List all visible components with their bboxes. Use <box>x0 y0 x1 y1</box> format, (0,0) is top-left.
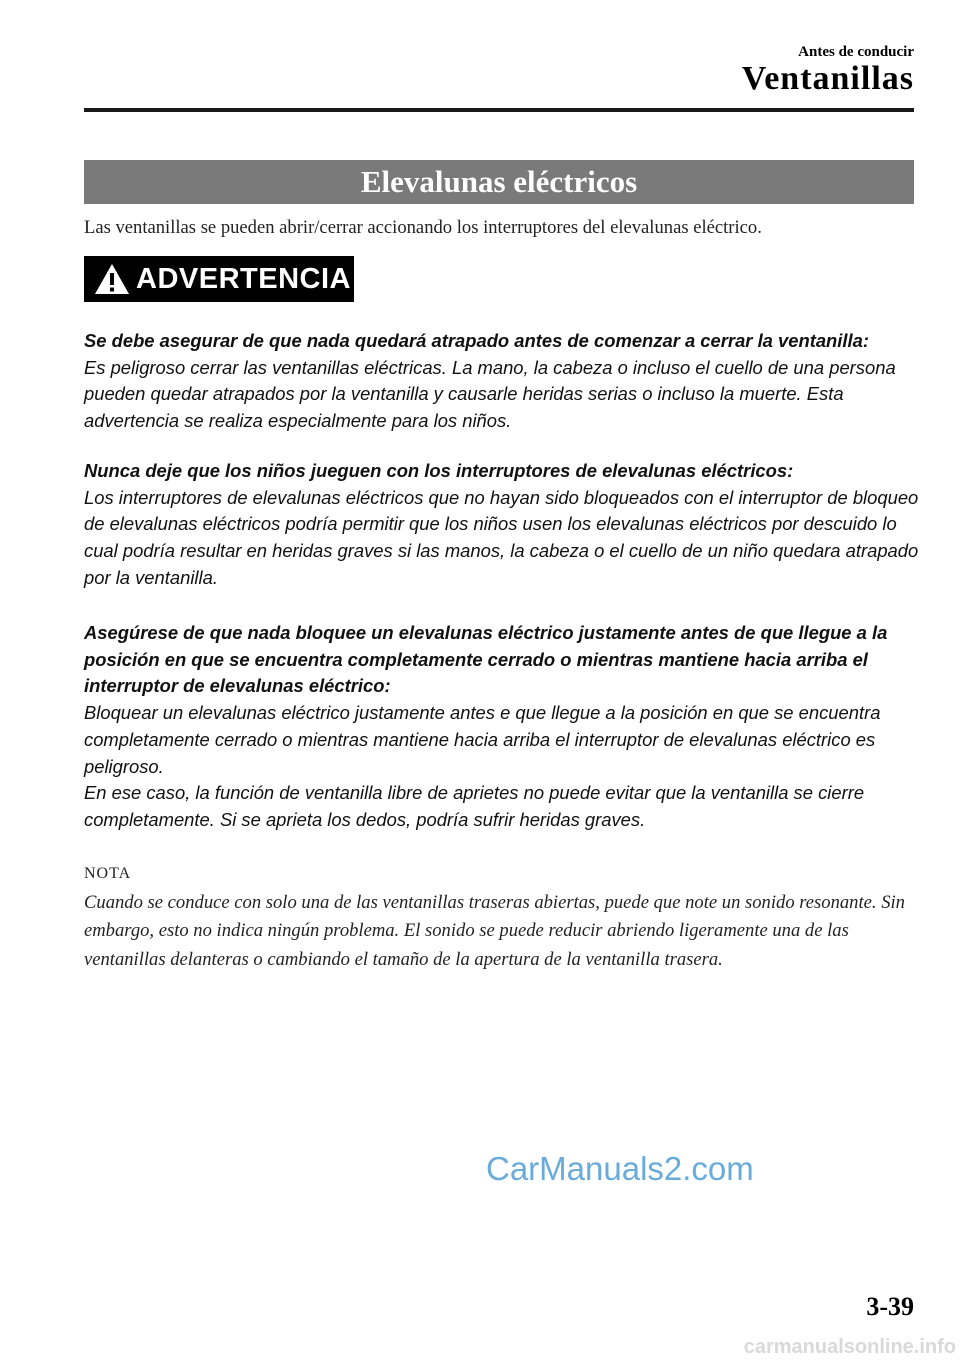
page-number: 3-39 <box>866 1292 914 1321</box>
warning-item-body: Bloquear un elevalunas eléctrico justamente antes e que llegue a la posición en que se encuentra completamente cerrado o mientras mantiene hacia arriba el interruptor de elevalunas eléctrico es peligroso. <box>84 702 881 777</box>
note-title: NOTA <box>84 865 132 882</box>
warning-item-3 <box>84 620 920 834</box>
note-block <box>84 860 920 974</box>
warning-label: ADVERTENCIA <box>136 262 351 295</box>
warning-item-body: Es peligroso cerrar las ventanillas eléctricas. La mano, la cabeza o incluso el cuello de una persona pueden quedar atrapados por la ventanilla y causarle heridas serias o incluso la muerte. Esta advertencia se realiza especialmente para los niños. <box>84 356 896 432</box>
footer-site: carmanualsonline.info <box>743 1336 956 1358</box>
watermark: CarManuals2.com <box>486 1150 754 1187</box>
warning-item-heading: Asegúrese de que nada bloquee un elevalunas eléctrico justamente antes de que llegue a la posición en que se encuentra completamente cerrado o mientras mantiene hacia arriba el interruptor de elevalunas eléctrico: <box>84 622 888 697</box>
section-title: Elevalunas eléctricos <box>84 160 914 204</box>
warning-item-body: Los interruptores de elevalunas eléctricos que no hayan sido bloqueados con el interruptor de bloqueo de elevalunas eléctricos podría permitir que los niños usen los elevalunas eléctricos por descuido lo cual podría resultar en heridas graves si las manos, la cabeza o el cuello de un niño quedara atrapado por la ventanilla. <box>84 486 919 588</box>
intro-text: Las ventanillas se pueden abrir/cerrar accionando los interruptores del elevalunas eléctrico. <box>84 217 762 238</box>
warning-banner <box>84 256 354 302</box>
chapter-title: Antes de conducir <box>798 44 914 60</box>
warning-item-body-2: En ese caso, la función de ventanilla libre de aprietes no puede evitar que la ventanilla se cierre completamente. Si se aprieta los dedos, podría sufrir heridas graves. <box>84 782 865 830</box>
header-rule <box>84 108 914 112</box>
warning-item-heading: Se debe asegurar de que nada quedará atrapado antes de comenzar a cerrar la ventanilla: <box>84 330 869 351</box>
note-body: Cuando se conduce con solo una de las ventanillas traseras abiertas, puede que note un sonido resonante. Sin embargo, esto no indica ningún problema. El sonido se puede reducir abriendo ligeramente una de las ventanillas delanteras o cambiando el tamaño de la apertura de la ventanilla trasera. <box>84 891 905 970</box>
warning-item-heading: Nunca deje que los niños jueguen con los interruptores de elevalunas eléctricos: <box>84 460 794 481</box>
warning-item-2 <box>84 458 920 592</box>
warning-triangle-icon <box>90 256 134 302</box>
warning-item-1 <box>84 328 920 435</box>
section-header: Ventanillas <box>741 60 914 97</box>
